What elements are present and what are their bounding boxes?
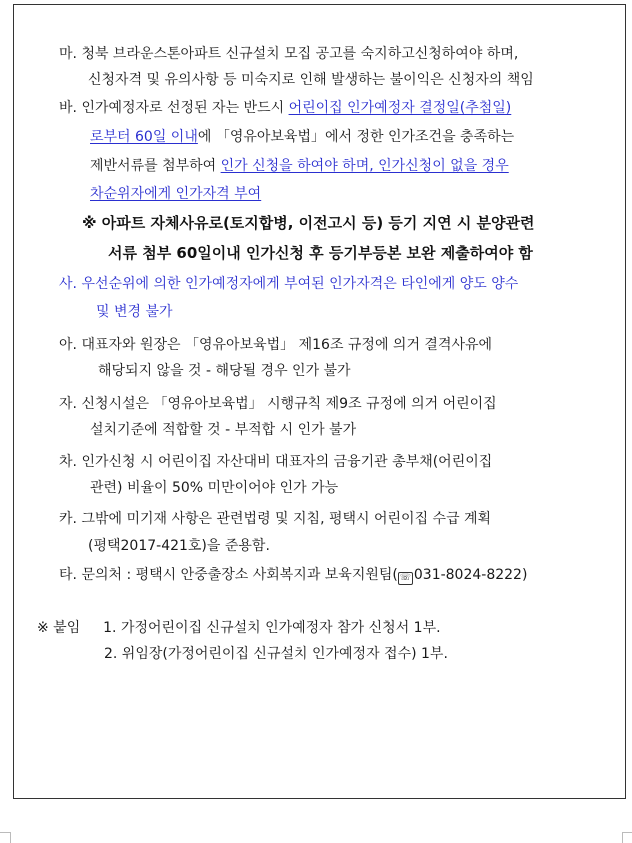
item-marker: 아.: [59, 337, 77, 353]
item-marker: 차.: [59, 454, 77, 470]
highlight-text: 인가 신청을 하여야 하며, 인가신청이 없을 경우: [220, 158, 509, 174]
item-text: 대표자와 원장은 「영유아보육법」 제16조 규정에 의거 결격사유에: [81, 337, 493, 353]
crop-mark: [622, 832, 632, 843]
item-ma-line2: 신청자격 및 유의사항 등 미숙지로 인해 발생하는 불이익은 신청자의 책임: [88, 72, 534, 88]
highlight-text: 로부터 60일 이내: [90, 129, 198, 145]
item-ma-line1: [59, 44, 518, 64]
item-marker: 카.: [59, 511, 77, 527]
item-ba-line3: [90, 156, 509, 176]
item-text: 신청시설은 「영유아보육법」 시행규칙 제9조 규정에 의거 어린이집: [81, 396, 497, 412]
item-marker: 사.: [59, 276, 77, 292]
item-sa-line1: [59, 274, 518, 294]
item-text: 문의처 : 평택시 안중출장소 사회복지과 보육지원팀(: [81, 567, 398, 583]
item-a-line2: 해당되지 않을 것 - 해당될 경우 인가 불가: [98, 363, 351, 379]
item-cha-line2: 관련) 비율이 50% 미만이어야 인가 가능: [90, 480, 339, 496]
item-ja-line1: [59, 394, 497, 414]
item-marker: 마.: [59, 46, 77, 62]
attachment-label: ※ 붙임: [37, 620, 81, 636]
item-a-line1: [59, 335, 492, 355]
item-text: 인가예정자로 선정된 자는 반드시: [81, 100, 289, 116]
item-ja-line2: 설치기준에 적합할 것 - 부적합 시 인가 불가: [90, 422, 357, 438]
attachment-item: 1. 가정어린이집 신규설치 인가예정자 참가 신청서 1부.: [103, 620, 441, 636]
phone-number: 031-8024-8222): [413, 567, 528, 583]
item-sa-line2: 및 변경 불가: [96, 304, 173, 320]
item-text: 인가신청 시 어린이집 자산대비 대표자의 금융기관 총부채(어린이집: [81, 454, 493, 470]
item-cha-line1: [59, 452, 492, 472]
item-ka-line1: [59, 509, 491, 529]
item-marker: 바.: [59, 100, 77, 116]
attachment-item: 2. 위임장(가정어린이집 신규설치 인가예정자 접수) 1부.: [104, 646, 448, 662]
note-line2: 서류 첨부 60일이내 인가신청 후 등기부등본 보완 제출하여야 함: [108, 244, 533, 262]
item-text: 우선순위에 의한 인가예정자에게 부여된 인가자격은 타인에게 양도 양수: [81, 276, 519, 292]
item-marker: 자.: [59, 396, 77, 412]
crop-mark: [0, 832, 11, 843]
item-ka-line2: (평택2017-421호)을 준용함.: [88, 538, 270, 554]
item-text: 그밖에 미기재 사항은 관련법령 및 지침, 평택시 어린이집 수급 계획: [81, 511, 492, 527]
item-text: 제반서류를 첨부하여: [90, 158, 221, 174]
item-ba-line1: [59, 98, 511, 118]
item-ba-line2: [90, 127, 514, 147]
phone-icon: ☏: [399, 573, 411, 583]
item-text: 청북 브라운스톤아파트 신규설치 모집 공고를 숙지하고신청하여야 하며,: [81, 46, 519, 62]
item-marker: 타.: [59, 567, 77, 583]
attachment-line1: [37, 618, 441, 638]
item-ta-line: [59, 565, 527, 585]
item-ba-line4: 차순위자에게 인가자격 부여: [90, 186, 262, 202]
item-text: 에 「영유아보육법」에서 정한 인가조건을 충족하는: [197, 129, 515, 145]
highlight-text: 어린이집 인가예정자 결정일(추첨일): [288, 100, 512, 116]
note-line1: ※ 아파트 자체사유로(토지합병, 이전고시 등) 등기 지연 시 분양관련: [82, 214, 535, 232]
